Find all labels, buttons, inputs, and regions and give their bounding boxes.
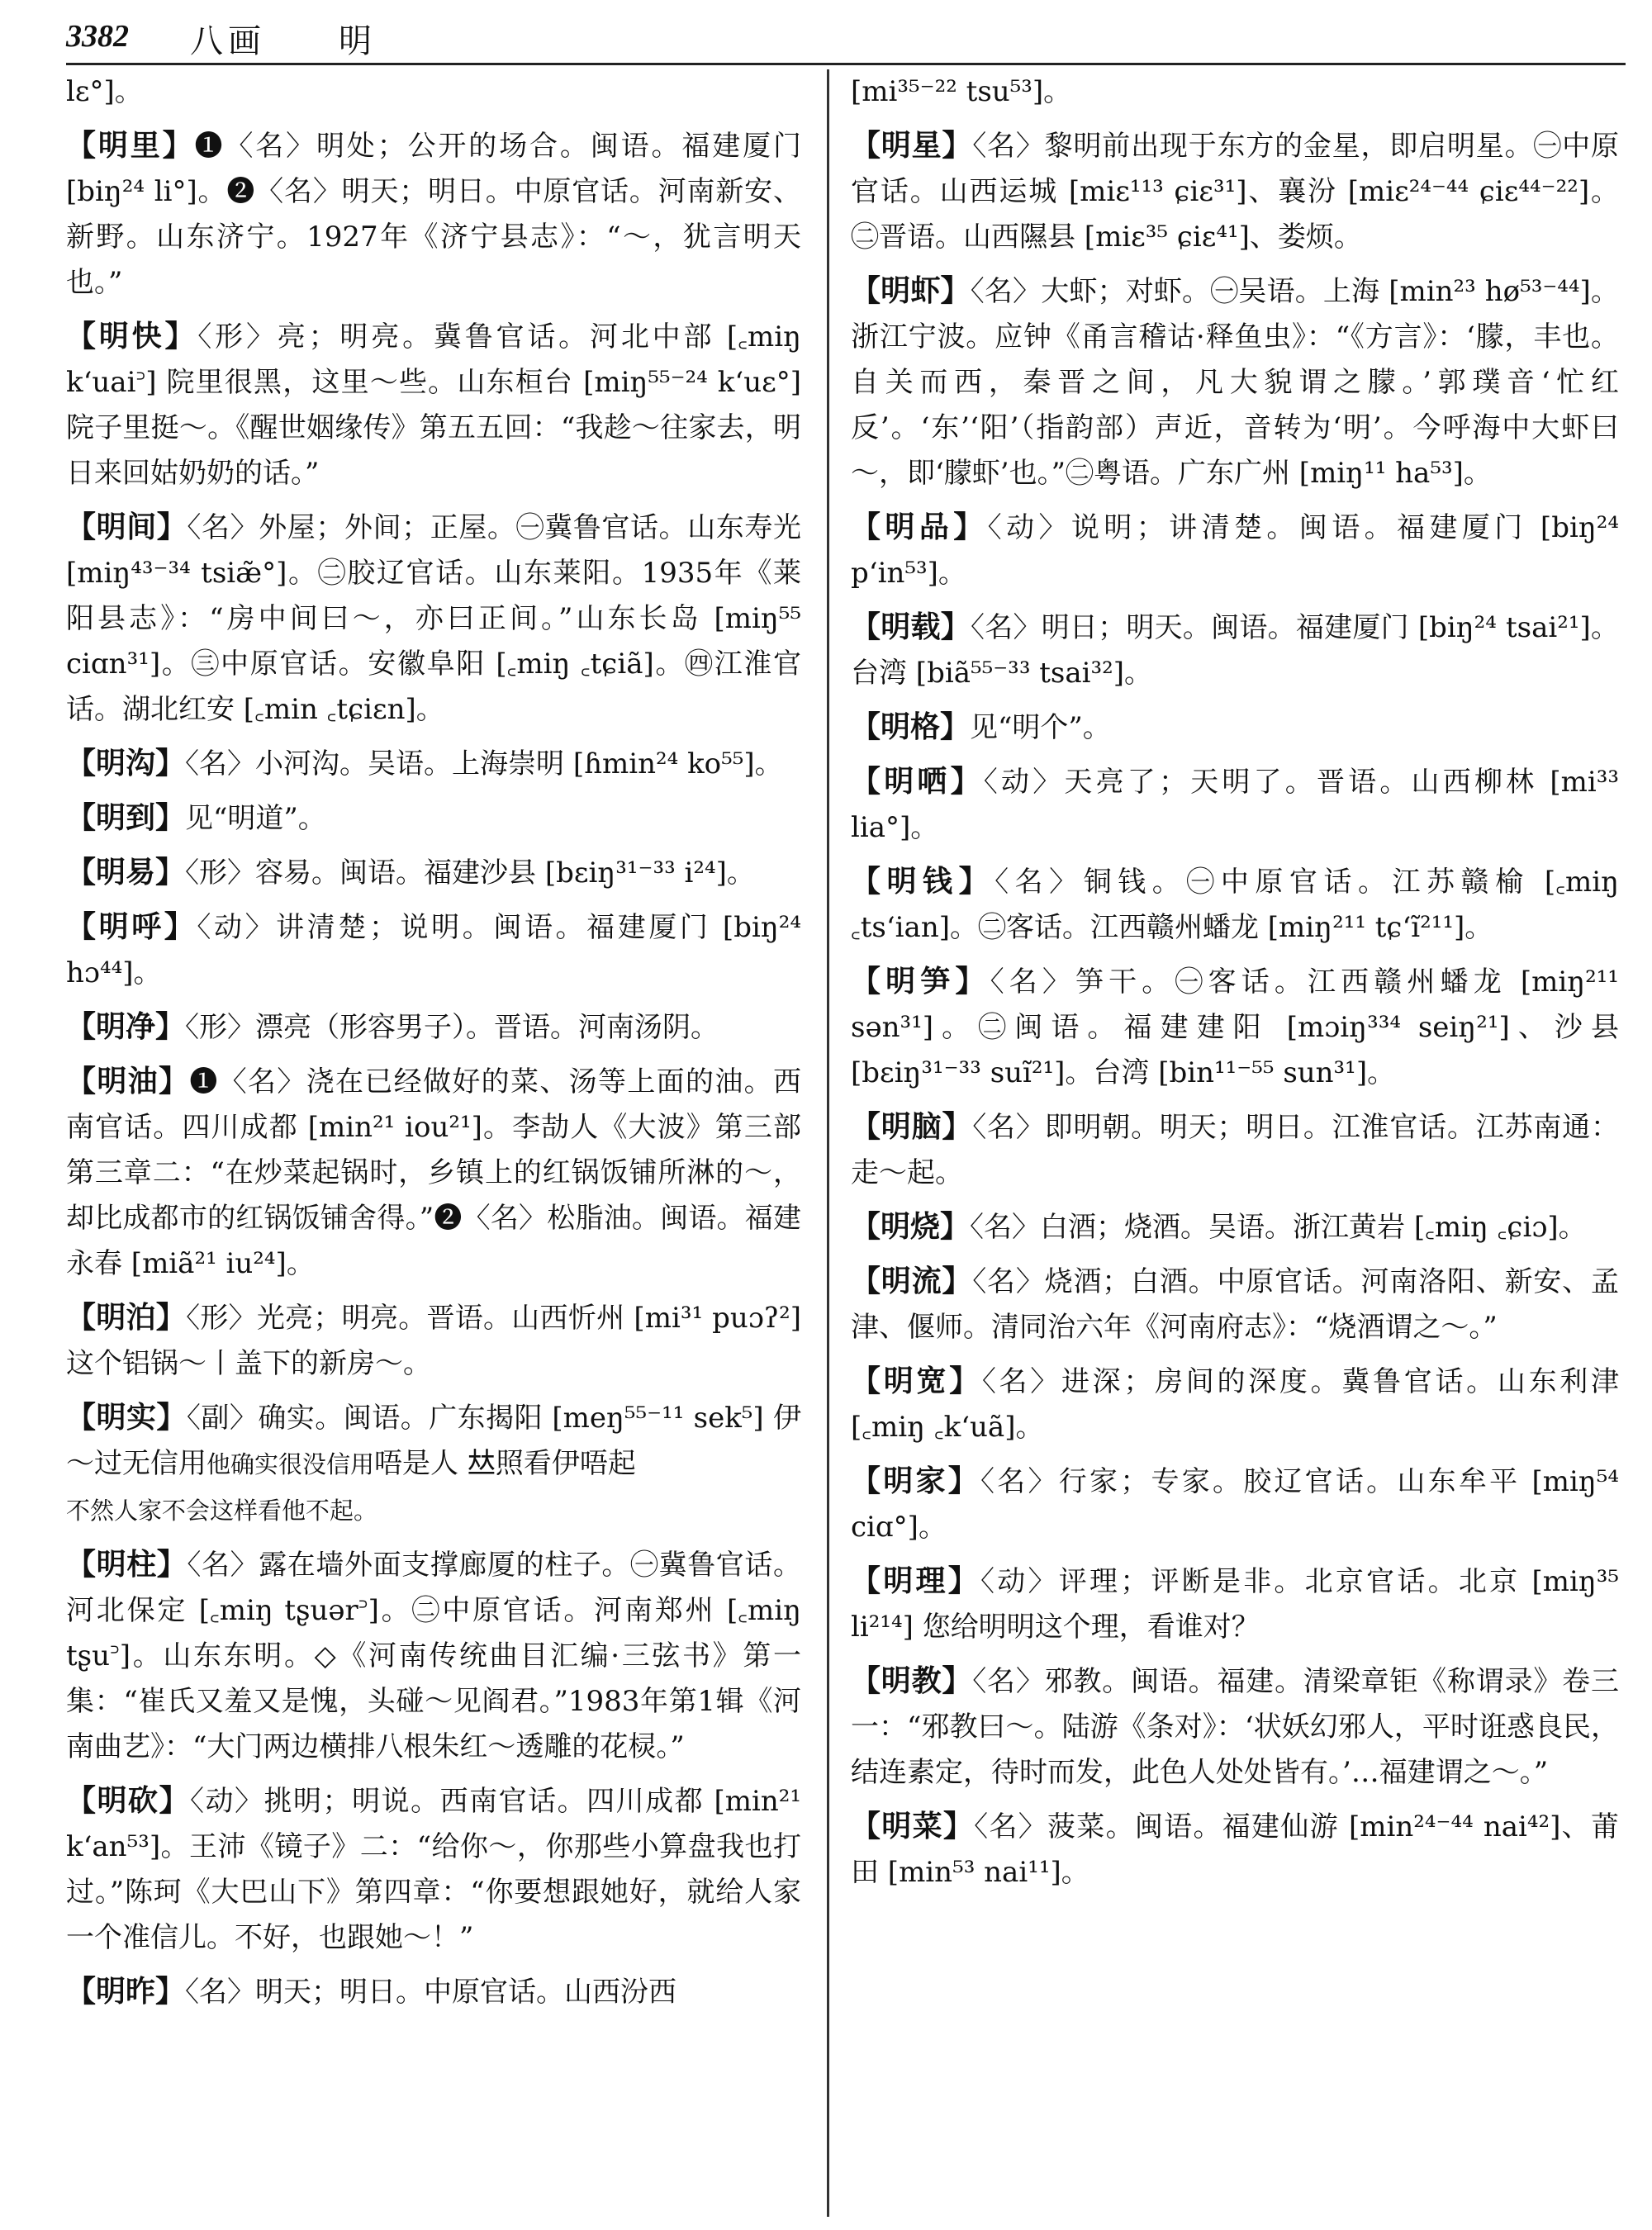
dictionary-entry: [66, 505, 801, 733]
entry-headword: 【明格】: [851, 709, 971, 744]
entry-text: 〈动〉讲清楚；说明。闽语。福建厦门 [biŋ²⁴ hɔ⁴⁴]。: [66, 911, 801, 989]
entry-headword: 【明柱】: [66, 1547, 188, 1582]
entry-text: 〈名〉黎明前出现于东方的金星，即启明星。㊀中原官话。山西运城 [miɛ¹¹³ ɕiɛ³¹]、襄汾 [miɛ²⁴⁻⁴⁴ ɕiɛ⁴⁴⁻²²]。 ㊁晋语。山西隰县 [miɛ³⁵ ɕiɛ⁴¹]、娄烦。: [851, 130, 1619, 254]
dictionary-entry: [851, 1658, 1619, 1796]
entry-text: ❶〈名〉浇在已经做好的菜、汤等上面的油。西南官话。四川成都 [min²¹ iou²¹]。李劼人《大波》第三部第三章二：“在炒菜起锅时，乡镇上的红锅饭铺所淋的～，却比成都市的红锅饭铺舍得。”❷〈名〉松脂油。闽语。福建永春 [miã²¹ iu²⁴]。: [66, 1065, 801, 1280]
page-header: [66, 12, 1619, 58]
dictionary-entry: [66, 904, 801, 996]
dictionary-entry: [851, 1259, 1619, 1350]
entry-gloss-tail: 不然人家不会这样看他不起。: [66, 1497, 378, 1525]
entry-headword: 【明呼】: [66, 909, 197, 944]
entry-headword: 【明菜】: [851, 1809, 975, 1843]
entry-headword: 【明油】: [66, 1064, 190, 1098]
entry-text: 〈副〉确实。闽语。广东揭阳 [meŋ⁵⁵⁻¹¹ sek⁵] 伊～过无信用: [66, 1402, 801, 1480]
dictionary-entry: [851, 759, 1619, 851]
entry-text: 〈名〉即明朝。明天；明日。江淮官话。江苏南通：走～起。: [851, 1111, 1619, 1189]
dictionary-entry: [851, 1104, 1619, 1196]
entry-text: 〈动〉挑明；明说。西南官话。四川成都 [min²¹ k‘an⁵³]。王沛《镜子》二：“给你～，你那些小算盘我也打过。”陈珂《大巴山下》第四章：“你要想跟她好，就给人家一个准信儿。不好，也跟她～！”: [66, 1785, 801, 1954]
column-divider: [827, 69, 829, 2217]
entry-headword: 【明净】: [66, 1009, 186, 1044]
dictionary-entry: [851, 1804, 1619, 1896]
dictionary-entry: [851, 705, 1619, 751]
dictionary-entry: [851, 505, 1619, 596]
entry-text: 〈动〉说明；讲清楚。闽语。福建厦门 [biŋ²⁴ p‘in⁵³]。: [851, 511, 1619, 590]
entry-headword: 【明易】: [66, 855, 186, 890]
dictionary-entry: [66, 1059, 801, 1287]
dictionary-entry: [66, 314, 801, 496]
entry-text: 〈名〉铜钱。㊀中原官话。江苏赣榆 [꜀miŋ ꜀ts‘ian]。㊁客话。江西赣州蟠龙 [miŋ²¹¹ tɕ‘ĩ²¹¹]。: [851, 866, 1619, 944]
dictionary-entry: [851, 1559, 1619, 1650]
entry-headword: 【明泊】: [66, 1300, 187, 1335]
entry-text: 〈名〉菠菜。闽语。福建仙游 [min²⁴⁻⁴⁴ nai⁴²]、莆田 [min⁵³ nai¹¹]。: [851, 1810, 1619, 1889]
page-number: 3382: [66, 19, 129, 54]
entry-headword: 【明烧】: [851, 1209, 971, 1244]
entry-headword: 【明家】: [851, 1464, 980, 1498]
entry-text: 见“明个”。: [970, 711, 1111, 744]
entry-text: 〈名〉外屋；外间；正屋。㊀冀鲁官话。山东寿光 [miŋ⁴³⁻³⁴ tsiæ̃°]。㊁胶辽官话。山东莱阳。1935年《莱阳县志》：“房中间曰～，亦曰正间。”山东长岛 [miŋ⁵⁵ ciɑn³¹]。㊂中原官话。安徽阜阳 [꜀miŋ ꜀tɕiã]。㊃江淮官话。湖北红安 [꜀min ꜀tɕiɛn]。: [66, 511, 801, 726]
dictionary-entry: [66, 1969, 801, 2015]
entry-headword: 【明里】: [66, 128, 195, 163]
entry-text: 〈名〉笋干。㊀客话。江西赣州蟠龙 [miŋ²¹¹ sən³¹]。㊁闽语。福建建阳 [mɔiŋ³³⁴ seiŋ²¹]、沙县 [bɛiŋ³¹⁻³³ suĩ²¹]。台湾 [bin¹¹⁻⁵⁵ sun³¹]。: [851, 966, 1619, 1089]
entry-text: 〈名〉进深；房间的深度。冀鲁官话。山东利津 [꜀miŋ ꜀k‘uã]。: [851, 1365, 1619, 1444]
entry-continuation: [mi³⁵⁻²² tsu⁵³]。: [851, 75, 1072, 108]
entry-headword: 【明间】: [66, 510, 188, 544]
dictionary-entry: [66, 1395, 801, 1534]
left-column: [66, 69, 801, 2225]
entry-headword: 【明脑】: [851, 1109, 973, 1144]
header-rule: [66, 63, 1626, 65]
entry-headword: 【明理】: [851, 1563, 980, 1598]
dictionary-entry: [851, 123, 1619, 260]
entry-text: 〈形〉亮；明亮。冀鲁官话。河北中部 [꜀miŋ k‘uai꜄] 院里很黑，这里～些。山东桓台 [miŋ⁵⁵⁻²⁴ k‘uɛ°] 院子里挺～。《醒世姻缘传》第五五回：“我趁～往家去，明日来回姑奶奶的话。”: [66, 320, 801, 490]
entry-headword: 【明昨】: [66, 1974, 186, 2009]
dictionary-entry: [66, 795, 801, 842]
entry-headword: 【明快】: [66, 319, 198, 353]
entry-headword: 【明虾】: [851, 273, 971, 308]
entry-headword: 【明宽】: [851, 1364, 982, 1398]
dictionary-entry: [66, 123, 801, 306]
entry-text-tail: 唔是人 𠀤照看伊唔起: [374, 1447, 636, 1480]
stroke-section: 八画: [190, 22, 266, 60]
dictionary-entry: [66, 1542, 801, 1770]
dictionary-entry: [66, 1004, 801, 1051]
entry-text: 〈形〉光亮；明亮。晋语。山西忻州 [mi³¹ puɔʔ²] 这个铝锅～丨盖下的新房～。: [66, 1302, 801, 1380]
entry-gloss: 他确实很没信用: [206, 1450, 375, 1478]
entry-text: 〈名〉明天；明日。中原官话。山西汾西: [185, 1976, 677, 2009]
entry-text: 〈名〉露在墙外面支撑廊厦的柱子。㊀冀鲁官话。河北保定 [꜀miŋ tʂuər꜄]。㊁中原官话。河南郑州 [꜀miŋ tʂu꜄]。山东东明。◇《河南传统曲目汇编·三弦书》第一集：“崔氏又羞又是愧，头碰～见阎君。”1983年第1辑《河南曲艺》：“大门两边横排八根朱红～透雕的花棂。”: [66, 1549, 801, 1763]
entry-text: 〈名〉明日；明天。闽语。福建厦门 [biŋ²⁴ tsai²¹]。台湾 [biã⁵⁵⁻³³ tsai³²]。: [851, 611, 1619, 690]
dictionary-entry: [851, 959, 1619, 1096]
entry-headword: 【明流】: [851, 1264, 973, 1298]
entry-text: 〈名〉邪教。闽语。福建。清梁章钜《称谓录》卷三一：“邪教曰～。陆游《条对》：‘状妖幻邪人，平时诳惑良民，结连素定，待时而发，此色人处处皆有。’…福建谓之～。”: [851, 1665, 1619, 1789]
entry-headword: 【明砍】: [66, 1783, 191, 1818]
entry-text: 〈名〉小河沟。吴语。上海崇明 [ɦmin²⁴ ko⁵⁵]。: [185, 747, 783, 780]
entry-text: 〈形〉容易。闽语。福建沙县 [bɛiŋ³¹⁻³³ i²⁴]。: [185, 856, 755, 890]
entry-headword: 【明品】: [851, 510, 988, 544]
entry-headword: 【明哂】: [851, 764, 984, 799]
entry-text: 〈形〉漂亮（形容男子）。晋语。河南汤阴。: [185, 1011, 719, 1044]
entry-text: 〈名〉烧酒；白酒。中原官话。河南洛阳、新安、孟津、偃师。清同治六年《河南府志》：“烧酒谓之～。”: [851, 1265, 1619, 1344]
dictionary-entry: [851, 1459, 1619, 1550]
entry-text: 〈名〉白酒；烧酒。吴语。浙江黄岩 [꜀miŋ ꜀ɕiɔ]。: [970, 1211, 1587, 1244]
header-character: 明: [339, 22, 372, 60]
entry-headword: 【明载】: [851, 610, 971, 644]
dictionary-entry: [851, 268, 1619, 496]
entry-text: 〈名〉行家；专家。胶辽官话。山东牟平 [miŋ⁵⁴ ciɑ°]。: [851, 1465, 1619, 1544]
entry-headword: 【明钱】: [851, 864, 995, 899]
entry-headword: 【明笋】: [851, 964, 990, 999]
entry-text: 〈动〉天亮了；天明了。晋语。山西柳林 [mi³³ lia°]。: [851, 766, 1619, 844]
entry-headword: 【明实】: [66, 1400, 187, 1435]
entry-headword: 【明星】: [851, 128, 973, 163]
entry-headword: 【明沟】: [66, 746, 186, 780]
dictionary-entry: [851, 859, 1619, 951]
entry-text: 〈名〉大虾；对虾。㊀吴语。上海 [min²³ hø⁵³⁻⁴⁴]。浙江宁波。应钟《甬言稽诂·释鱼虫》：“《方言》：‘朦，丰也。自关而西，秦晋之间，凡大貌谓之朦。’郭璞音‘忙红反’。‘东’‘阳’（指韵部）声近，音转为‘明’。今呼海中大虾曰～，即‘朦虾’也。”㊁粤语。广东广州 [miŋ¹¹ ha⁵³]。: [851, 275, 1619, 490]
dictionary-entry: [66, 1778, 801, 1961]
entry-headword: 【明教】: [851, 1663, 973, 1698]
entry-continuation: lɛ°]。: [66, 75, 143, 108]
dictionary-entry: [66, 741, 801, 787]
entry-text: 〈动〉评理；评断是非。北京官话。北京 [miŋ³⁵ li²¹⁴] 您给明明这个理，看谁对？: [851, 1565, 1619, 1644]
entry-text: 见“明道”。: [185, 802, 326, 835]
dictionary-entry: [66, 850, 801, 896]
entry-headword: 【明到】: [66, 800, 186, 835]
right-column: [851, 69, 1619, 2225]
dictionary-entry: [851, 1204, 1619, 1250]
entry-text: ❶〈名〉明处；公开的场合。闽语。福建厦门 [biŋ²⁴ li°]。❷〈名〉明天；明日。中原官话。河南新安、新野。山东济宁。1927年《济宁县志》：“～，犹言明天也。”: [66, 130, 801, 299]
dictionary-entry: [851, 1359, 1619, 1450]
dictionary-entry: [66, 1295, 801, 1387]
dictionary-entry: [851, 605, 1619, 696]
